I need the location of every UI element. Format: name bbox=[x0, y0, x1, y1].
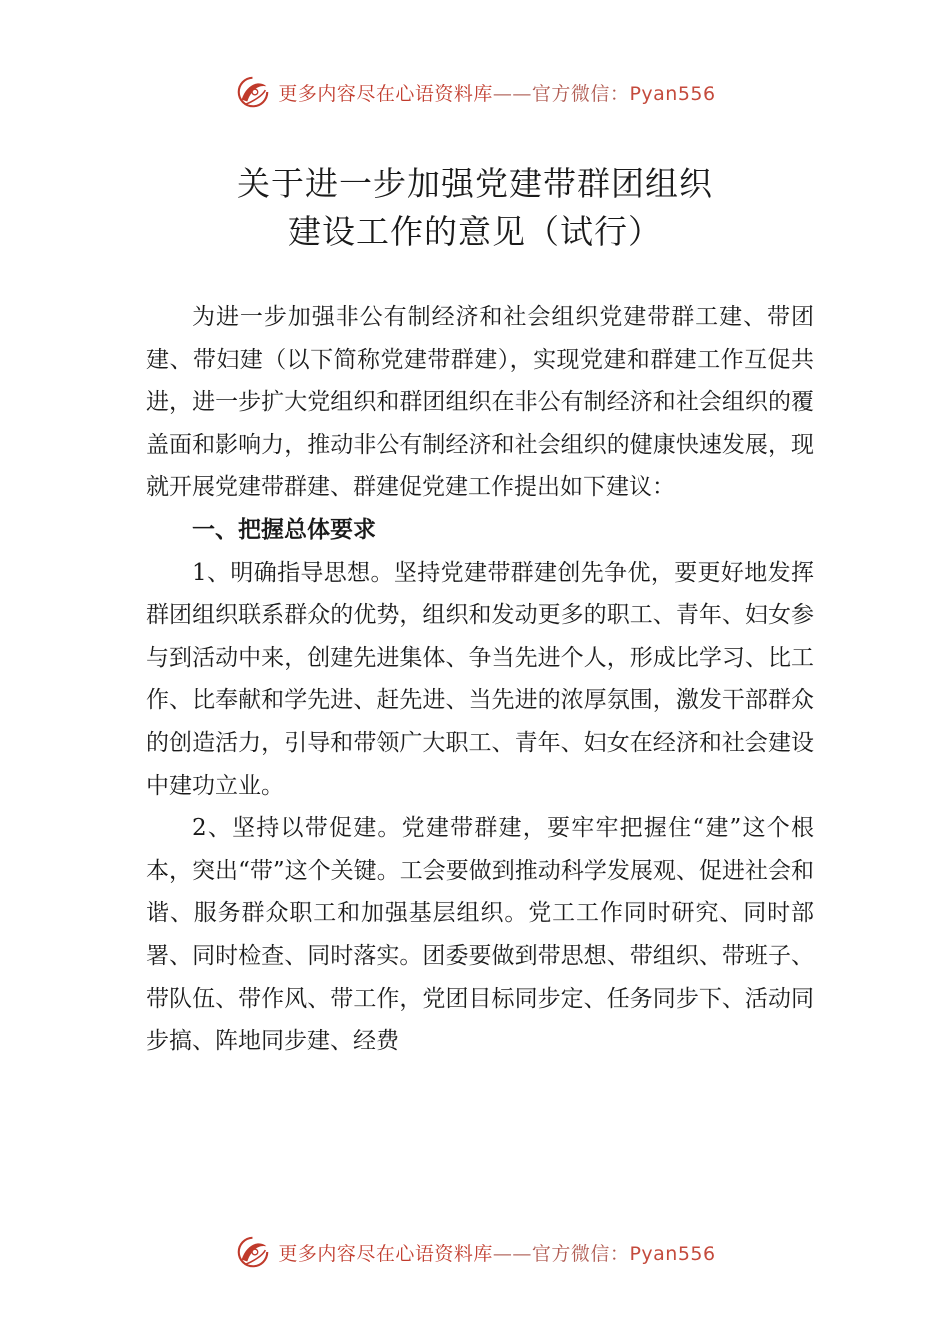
item-2-paragraph: 2、坚持以带促建。党建带群建，要牢牢把握住“建”这个根本，突出“带”这个关键。工会要做到推动科学发展观、促进社会和谐、服务群众职工和加强基层组织。党工工作同时研究、同时部署、同时检查、同时落实。团委要做到带思想、带组织、带班子、带队伍、带作风、带工作，党团目标同步定、任务同步下、活动同步搞、阵地同步建、经费 bbox=[146, 815, 814, 1055]
item-1-paragraph: 1、明确指导思想。坚持党建带群建创先争优，要更好地发挥群团组织联系群众的优势，组织和发动更多的职工、青年、妇女参与到活动中来，创建先进集体、争当先进个人，形成比学习、比工作、比奉献和学先进、赶先进、当先进的浓厚氛围，激发干部群众的创造活力，引导和带领广大职工、青年、妇女在经济和社会建设中建功立业。 bbox=[146, 559, 814, 799]
footer-banner bbox=[0, 1230, 950, 1274]
banner-wechat-id: Pyan556 bbox=[629, 1242, 716, 1265]
banner-wechat-label: 官方微信： bbox=[531, 82, 630, 105]
swirl-logo-icon bbox=[234, 73, 272, 111]
section-1-heading: 一、把握总体要求 bbox=[192, 516, 376, 543]
title-line-2: 建设工作的意见（试行） bbox=[288, 212, 662, 251]
header-banner bbox=[0, 70, 950, 114]
intro-paragraph: 为进一步加强非公有制经济和社会组织党建带群工建、带团建、带妇建（以下简称党建带群建），实现党建和群建工作互促共进，进一步扩大党组织和群团组织在非公有制经济和社会组织的覆盖面和影响力，推动非公有制经济和社会组织的健康快速发展，现就开展党建带群建、群建促党建工作提出如下建议： bbox=[146, 304, 814, 501]
banner-wechat-label: 官方微信： bbox=[531, 1242, 630, 1265]
swirl-logo-icon bbox=[234, 1233, 272, 1271]
banner-wechat-id: Pyan556 bbox=[629, 82, 716, 105]
banner-slogan: 更多内容尽在心语资料库 bbox=[278, 1242, 493, 1265]
document-title bbox=[0, 160, 950, 256]
title-line-1: 关于进一步加强党建带群团组织 bbox=[237, 164, 713, 203]
banner-slogan: 更多内容尽在心语资料库 bbox=[278, 82, 493, 105]
document-body bbox=[146, 296, 814, 1063]
banner-separator: —— bbox=[492, 82, 532, 105]
banner-separator: —— bbox=[492, 1242, 532, 1265]
